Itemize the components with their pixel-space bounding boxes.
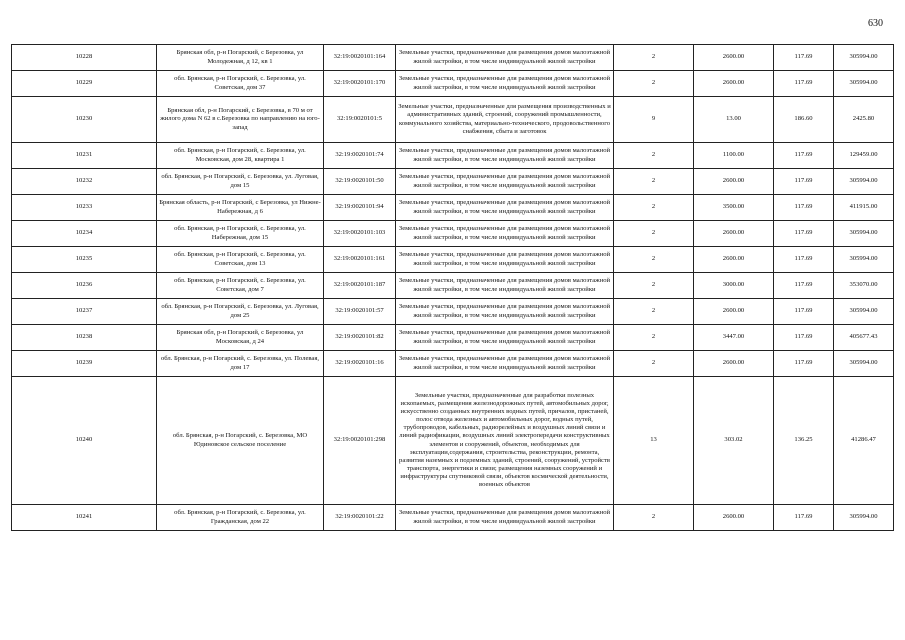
area-cell: 2600.00 (694, 247, 774, 273)
land-use-cell: Земельные участки, предназначенные для размещения домов малоэтажной жилой застройки, в том числе индивидуальной жилой застройки (396, 195, 614, 221)
cadastral-value-cell: 353070.00 (834, 273, 894, 299)
table-row (12, 195, 894, 221)
cadastral-number-cell: 32:19:0020101:22 (324, 505, 396, 531)
specific-value-cell: 117.69 (774, 169, 834, 195)
specific-value-cell: 117.69 (774, 299, 834, 325)
row-number: 10234 (12, 221, 157, 247)
row-number: 10230 (12, 97, 157, 143)
row-number: 10239 (12, 351, 157, 377)
land-use-cell: Земельные участки, предназначенные для разработки полезных ископаемых, размещения железнодорожных путей, автомобильных дорог, искусственно созданных внутренних водных путей, причалов, пристаней, полос отвода железных и автомобильных дорог, водных путей, трубопроводов, кабельных, радиорелейных и воздушных линий связи и линий радиофикации, воздушных линий электропередачи конструктивных элементов и сооружений, объектов, необходимых для эксплуатации,содержания, строительства, реконструкции, ремонта, развития наземных и подземных зданий, строений, сооружений, устройств транспорта, энергетики и связи; размещения наземных сооружений и инфраструктуры спутниковой связи, объектов космической деятельности, военных объектов (396, 377, 614, 505)
cadastral-value-cell: 305994.00 (834, 169, 894, 195)
group-number-cell: 2 (614, 195, 694, 221)
cadastral-value-cell: 411915.00 (834, 195, 894, 221)
area-cell: 2600.00 (694, 169, 774, 195)
group-number-cell: 2 (614, 299, 694, 325)
specific-value-cell: 117.69 (774, 505, 834, 531)
address-cell: обл. Брянская, р-н Погарский, с. Березовка, ул. Луговая, дом 25 (157, 299, 324, 325)
cadastral-number-cell: 32:19:0020101:82 (324, 325, 396, 351)
group-number-cell: 2 (614, 325, 694, 351)
row-number: 10233 (12, 195, 157, 221)
table-row (12, 247, 894, 273)
specific-value-cell: 117.69 (774, 247, 834, 273)
cadastral-number-cell: 32:19:0020101:5 (324, 97, 396, 143)
cadastral-value-cell: 305994.00 (834, 71, 894, 97)
row-number: 10232 (12, 169, 157, 195)
land-use-cell: Земельные участки, предназначенные для размещения производственных и административных зданий, строений, сооружений промышленности, коммунального хозяйства, материально-технического, продовольственного снабжения, сбыта и заготовок (396, 97, 614, 143)
area-cell: 2600.00 (694, 45, 774, 71)
table-body (12, 45, 894, 531)
address-cell: обл. Брянская, р-н Погарский, с. Березовка, ул. Советская, дом 7 (157, 273, 324, 299)
cadastral-number-cell: 32:19:0020101:16 (324, 351, 396, 377)
row-number: 10228 (12, 45, 157, 71)
table-row (12, 377, 894, 505)
cadastral-value-cell: 2425.80 (834, 97, 894, 143)
group-number-cell: 2 (614, 169, 694, 195)
cadastral-value-cell: 305994.00 (834, 247, 894, 273)
specific-value-cell: 117.69 (774, 45, 834, 71)
cadastral-number-cell: 32:19:0020101:161 (324, 247, 396, 273)
cadastral-value-cell: 41286.47 (834, 377, 894, 505)
cadastral-number-cell: 32:19:0020101:187 (324, 273, 396, 299)
land-use-cell: Земельные участки, предназначенные для размещения домов малоэтажной жилой застройки, в том числе индивидуальной жилой застройки (396, 299, 614, 325)
group-number-cell: 2 (614, 45, 694, 71)
area-cell: 2600.00 (694, 505, 774, 531)
address-cell: обл. Брянская, р-н Погарский, с. Березовка, ул. Московская, дом 28, квартира 1 (157, 143, 324, 169)
table-row (12, 169, 894, 195)
row-number: 10231 (12, 143, 157, 169)
address-cell: обл. Брянская, р-н Погарский, с. Березовка, ул. Гражданская, дом 22 (157, 505, 324, 531)
group-number-cell: 2 (614, 71, 694, 97)
group-number-cell: 2 (614, 221, 694, 247)
cadastral-number-cell: 32:19:0020101:103 (324, 221, 396, 247)
table-row (12, 505, 894, 531)
page-number: 630 (868, 18, 883, 29)
address-cell: Брянская область, р-н Погарский, с Березовка, ул Нижне-Набережная, д 6 (157, 195, 324, 221)
cadastral-value-cell: 305994.00 (834, 505, 894, 531)
address-cell: обл. Брянская, р-н Погарский, с. Березовка, ул. Луговая, дом 15 (157, 169, 324, 195)
specific-value-cell: 117.69 (774, 195, 834, 221)
land-use-cell: Земельные участки, предназначенные для размещения домов малоэтажной жилой застройки, в том числе индивидуальной жилой застройки (396, 71, 614, 97)
address-cell: обл. Брянская, р-н Погарский, с. Березовка, ул. Полевая, дом 17 (157, 351, 324, 377)
area-cell: 2600.00 (694, 351, 774, 377)
land-use-cell: Земельные участки, предназначенные для размещения домов малоэтажной жилой застройки, в том числе индивидуальной жилой застройки (396, 221, 614, 247)
table-row (12, 143, 894, 169)
table-row (12, 45, 894, 71)
specific-value-cell: 117.69 (774, 221, 834, 247)
cadastral-number-cell: 32:19:0020101:170 (324, 71, 396, 97)
row-number: 10229 (12, 71, 157, 97)
land-use-cell: Земельные участки, предназначенные для размещения домов малоэтажной жилой застройки, в том числе индивидуальной жилой застройки (396, 169, 614, 195)
land-use-cell: Земельные участки, предназначенные для размещения домов малоэтажной жилой застройки, в том числе индивидуальной жилой застройки (396, 351, 614, 377)
table-row (12, 97, 894, 143)
land-use-cell: Земельные участки, предназначенные для размещения домов малоэтажной жилой застройки, в том числе индивидуальной жилой застройки (396, 247, 614, 273)
area-cell: 2600.00 (694, 221, 774, 247)
cadastral-value-cell: 305994.00 (834, 221, 894, 247)
area-cell: 2600.00 (694, 299, 774, 325)
area-cell: 3447.00 (694, 325, 774, 351)
group-number-cell: 9 (614, 97, 694, 143)
address-cell: Брянская обл, р-н Погарский, с Березовка, в 70 м от жилого дома N 62 в с.Березовка по направлению на юго-запад (157, 97, 324, 143)
specific-value-cell: 186.60 (774, 97, 834, 143)
cadastral-value-table (11, 44, 894, 531)
group-number-cell: 2 (614, 143, 694, 169)
cadastral-value-cell: 305994.00 (834, 299, 894, 325)
row-number: 10235 (12, 247, 157, 273)
cadastral-number-cell: 32:19:0020101:298 (324, 377, 396, 505)
specific-value-cell: 117.69 (774, 143, 834, 169)
row-number: 10237 (12, 299, 157, 325)
table-row (12, 325, 894, 351)
cadastral-number-cell: 32:19:0020101:164 (324, 45, 396, 71)
cadastral-value-cell: 129459.00 (834, 143, 894, 169)
cadastral-number-cell: 32:19:0020101:94 (324, 195, 396, 221)
row-number: 10236 (12, 273, 157, 299)
specific-value-cell: 117.69 (774, 351, 834, 377)
cadastral-value-cell: 405677.43 (834, 325, 894, 351)
table-row (12, 351, 894, 377)
area-cell: 3500.00 (694, 195, 774, 221)
cadastral-number-cell: 32:19:0020101:74 (324, 143, 396, 169)
cadastral-number-cell: 32:19:0020101:57 (324, 299, 396, 325)
group-number-cell: 2 (614, 505, 694, 531)
address-cell: обл. Брянская, р-н Погарский, с. Березовка, ул. Советская, дом 37 (157, 71, 324, 97)
address-cell: обл. Брянская, р-н Погарский, с. Березовка, МО Юдиновское сельское поселение (157, 377, 324, 505)
area-cell: 303.02 (694, 377, 774, 505)
table-row (12, 71, 894, 97)
row-number: 10241 (12, 505, 157, 531)
address-cell: обл. Брянская, р-н Погарский, с. Березовка, ул. Набережная, дом 15 (157, 221, 324, 247)
row-number: 10238 (12, 325, 157, 351)
specific-value-cell: 117.69 (774, 325, 834, 351)
area-cell: 1100.00 (694, 143, 774, 169)
row-number: 10240 (12, 377, 157, 505)
land-use-cell: Земельные участки, предназначенные для размещения домов малоэтажной жилой застройки, в том числе индивидуальной жилой застройки (396, 45, 614, 71)
land-use-cell: Земельные участки, предназначенные для размещения домов малоэтажной жилой застройки, в том числе индивидуальной жилой застройки (396, 273, 614, 299)
table-row (12, 299, 894, 325)
table-row (12, 221, 894, 247)
cadastral-number-cell: 32:19:0020101:50 (324, 169, 396, 195)
address-cell: Брянская обл, р-н Погарский, с Березовка, ул Молодежная, д 12, кв 1 (157, 45, 324, 71)
area-cell: 13.00 (694, 97, 774, 143)
land-use-cell: Земельные участки, предназначенные для размещения домов малоэтажной жилой застройки, в том числе индивидуальной жилой застройки (396, 143, 614, 169)
specific-value-cell: 117.69 (774, 71, 834, 97)
specific-value-cell: 117.69 (774, 273, 834, 299)
specific-value-cell: 136.25 (774, 377, 834, 505)
table-row (12, 273, 894, 299)
group-number-cell: 2 (614, 247, 694, 273)
area-cell: 3000.00 (694, 273, 774, 299)
group-number-cell: 2 (614, 273, 694, 299)
cadastral-value-cell: 305994.00 (834, 45, 894, 71)
area-cell: 2600.00 (694, 71, 774, 97)
address-cell: обл. Брянская, р-н Погарский, с. Березовка, ул. Советская, дом 13 (157, 247, 324, 273)
address-cell: Брянская обл, р-н Погарский, с Березовка, ул Московская, д 24 (157, 325, 324, 351)
land-use-cell: Земельные участки, предназначенные для размещения домов малоэтажной жилой застройки, в том числе индивидуальной жилой застройки (396, 325, 614, 351)
cadastral-value-cell: 305994.00 (834, 351, 894, 377)
group-number-cell: 2 (614, 351, 694, 377)
group-number-cell: 13 (614, 377, 694, 505)
land-use-cell: Земельные участки, предназначенные для размещения домов малоэтажной жилой застройки, в том числе индивидуальной жилой застройки (396, 505, 614, 531)
